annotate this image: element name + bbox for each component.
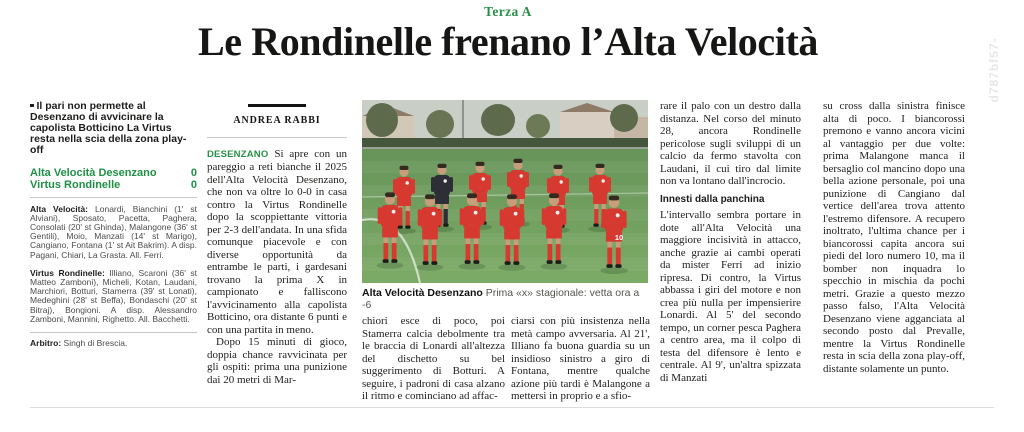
article-paragraph <box>823 100 965 375</box>
away-team-score: 0 <box>190 179 197 192</box>
sidebar-summary <box>30 101 197 357</box>
team-photo-illustration <box>362 100 648 283</box>
article-paragraph <box>660 209 801 384</box>
article-column-4 <box>660 100 801 384</box>
referee-label: Arbitro: <box>30 337 62 348</box>
sidebar-lede-text: Il pari non permette al Desenzano di avvicinare la capolista Botticino La Virtus resta nella scia della zona play-off <box>30 100 187 156</box>
section-kicker: Terza A <box>484 4 532 19</box>
article-column-3 <box>511 315 650 403</box>
paragraph-text: rare il palo con un destro dalla distanza. Nel corso del minuto 28, ancora Rondinelle pericolose sugli sviluppi di un calcio da fermo stavolta con Laudani, il cui tiro dal limite non va lontano dall'incrocio. <box>660 100 801 187</box>
score-row-away <box>30 179 197 192</box>
caption-bold: Alta Velocità Desenzano <box>362 287 483 299</box>
referee-name: Singh di Brescia. <box>61 337 128 348</box>
byline-rule-bar <box>248 104 306 107</box>
scoreboard <box>30 167 197 192</box>
article-paragraph <box>207 336 347 386</box>
away-team-name: Virtus Rondinelle <box>30 179 121 192</box>
paragraph-text: su cross dalla sinistra finisce alta di poco. I biancorossi premono e vanno ancora vicini al vantaggio per due volte: prima Malangone manca il bersaglio col mancino dopo una bella azione personale, poi una punizione di Cangiano dal vertice dell'area trova attento l'estremo difensore. A recupero inoltrato, l'ultima chance per i biancorossi capita ancora sui piedi del loro numero 10, ma il bomber non inquadra lo specchio in mischia da pochi metri. Grazie a questo mezzo passo falso, l'Alta Velocità Desenzano viene agganciata al secondo posto dal Prevalle, mentre la Virtus Rondinelle resta in scia della zona play-off, distante solamente un punto. <box>823 100 965 375</box>
article-paragraph <box>362 315 505 403</box>
paragraph-text: L'intervallo sembra portare in dote all'Alta Velocità una maggiore incisività in attacco, anche grazie ai cambi operati da mister Ferri ad inizio ripresa. Di contro, la Virtus abbassa i giri del motore e non crea più nulla per impensierire Lonardi. Al 5' del secondo tempo, un corner pesca Paghera a centro area, ma il colpo di testa del difensore è lento e centrale. Al 9', un'altra spizzata di Manzati <box>660 209 801 384</box>
team-photo <box>362 100 648 283</box>
lineup-away-label: Virtus Rondinelle: <box>30 267 105 278</box>
byline-author: ANDREA RABBI <box>233 115 321 126</box>
article-column-1 <box>207 96 347 386</box>
lineup-away <box>30 269 197 324</box>
article-column-5 <box>823 100 965 375</box>
score-row-home <box>30 167 197 180</box>
paragraph-text: chiori esce di poco, poi Stamerra calcia debolmente tra le braccia di Lonardi all'altezza del dischetto su bel suggerimento di Botturi. A seguire, i padroni di casa alzano il ritmo e cominciano ad affac- <box>362 315 505 402</box>
bullet-square-icon <box>30 104 34 108</box>
divider <box>207 137 347 138</box>
paragraph-text: Si apre con un pareggio a reti bianche il 2025 dell'Alta Velocità Desenzano, che non va oltre lo 0-0 in casa contro la Virtus Rondinelle dopo la scoppiettante vittoria per 2-3 dell'andata. In una sfida comunque piacevole e con diverse opportunità da entrambe le parti, i gardesani trovano la prima X in campionato e falliscono l'avvicinamento alla capolista Botticino, ora distante 6 punti e con una partita in meno. <box>207 147 347 336</box>
edge-watermark: d787bf57- <box>987 37 1001 103</box>
caption-rest: Prima «x» stagionale: vetta ora a -6 <box>362 287 640 311</box>
article-subhead: Innesti dalla panchina <box>660 193 765 205</box>
lineup-home <box>30 205 197 260</box>
paragraph-text: ciarsi con più insistenza nella metà campo avversaria. Al 21', Illiano fa buona guardia su un insidioso sinistro a giro di Fontana, mentre qualche azione più tardi è Malangone a mettersi in proprio e a sfio- <box>511 315 650 402</box>
dateline: DESENZANO <box>207 148 269 160</box>
divider <box>30 197 197 198</box>
sidebar-lede <box>30 101 197 156</box>
article-column-2 <box>362 315 505 403</box>
paragraph-text: Dopo 15 minuti di gioco, doppia chance ravvicinata per gli ospiti: prima una punizione dai 20 metri di Mar- <box>207 336 347 386</box>
page-bottom-rule <box>30 407 994 408</box>
home-team-name: Alta Velocità Desenzano <box>30 166 157 179</box>
lineup-home-text: Lonardi, Bianchini (1' st Alviani), Sposato, Pacetta, Paghera, Consolati (20' st Ghinda), Malangone (36' st Gentili), Moio, Manzati (14' st Marigo), Cangiano, Fontana (1' st Ait Bakrim). A disp. Pagani, Chiari, La Grasta. All. Ferri. <box>30 203 197 260</box>
article-headline: Le Rondinelle frenano l’Alta Velocità <box>197 19 818 64</box>
article-paragraph <box>660 100 801 188</box>
lineup-away-text: Illiano, Scaroni (36' st Matteo Zamboni), Micheli, Kotan, Laudani, Marchiori, Botturi, Stamerra (39' st Lonati), Medeghini (28' st Beffa), Bondaschi (20' st Bitraj), Bongioni. A disp. Alessandro Zamboni, Mannini, Righetto. All. Bacchetti. <box>30 267 198 324</box>
referee-line <box>30 339 197 348</box>
player-number-10: 10 <box>614 233 624 242</box>
lineup-home-label: Alta Velocità: <box>30 203 89 214</box>
article-paragraph <box>207 148 347 337</box>
photo-caption <box>362 287 648 311</box>
home-team-score: 0 <box>190 166 197 179</box>
divider <box>30 332 197 333</box>
article-paragraph <box>511 315 650 403</box>
